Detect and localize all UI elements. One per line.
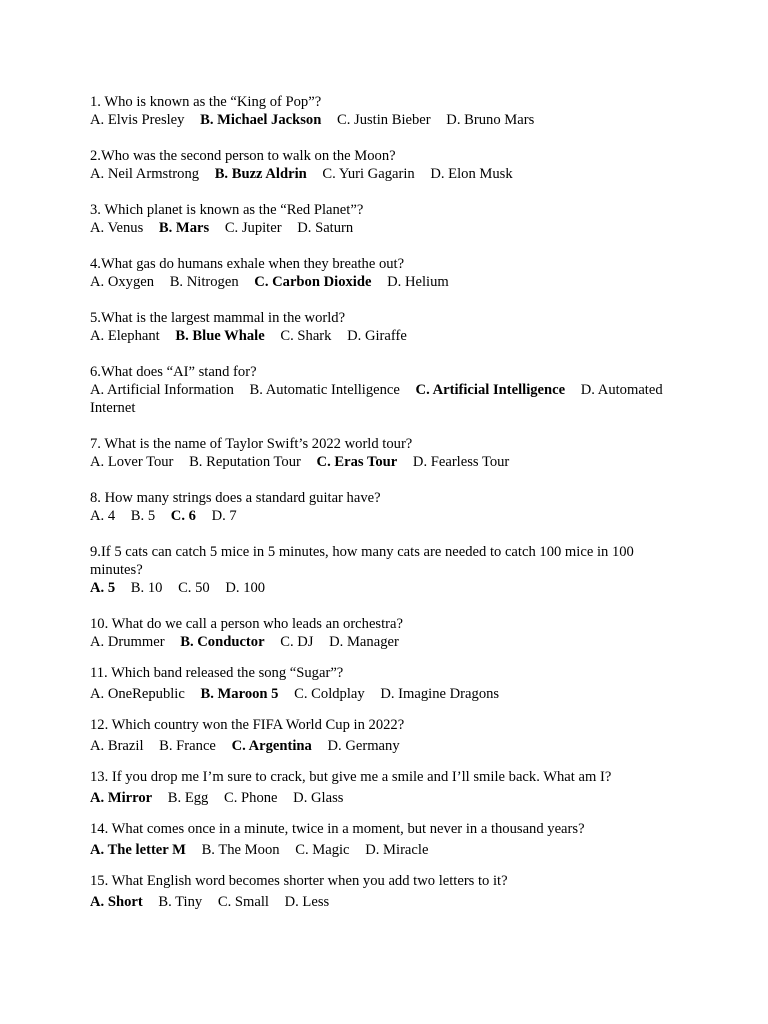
answer-option: D. Elon Musk [430,166,513,182]
answer-options [90,165,680,183]
answer-option: D. Saturn [297,220,354,236]
quiz-document [90,93,680,911]
question-text: 5.What is the largest mammal in the world? [90,310,346,326]
correct-answer-option: A. The letter M [90,842,186,858]
question-block [90,435,680,471]
answer-options [90,327,680,345]
correct-answer-option: B. Blue Whale [175,328,265,344]
question-block [90,716,680,755]
answer-options [90,111,680,129]
answer-options [90,893,680,911]
answer-option: D. Imagine Dragons [380,686,500,702]
answer-option: A. 4 [90,508,116,524]
answer-option: A. Neil Armstrong [90,166,200,182]
question-block [90,309,680,345]
correct-answer-option: B. Buzz Aldrin [214,166,307,182]
answer-option: C. Phone [224,790,278,806]
question-text: 7. What is the name of Taylor Swift’s 2022 world tour? [90,436,413,452]
answer-option: C. Justin Bieber [336,112,431,128]
question-block [90,255,680,291]
question-text: 13. If you drop me I’m sure to crack, but give me a smile and I’ll smile back. What am I? [90,769,612,785]
answer-option: D. Giraffe [347,328,407,344]
question-block [90,872,680,911]
question-text: 10. What do we call a person who leads an orchestra? [90,616,403,632]
answer-options [90,453,680,471]
question-text: 15. What English word becomes shorter when you add two letters to it? [90,873,508,889]
question-text: 14. What comes once in a minute, twice in a moment, but never in a thousand years? [90,821,585,837]
answer-option: A. Oxygen [90,274,155,290]
answer-options [90,579,680,597]
question-block [90,201,680,237]
answer-option: D. Helium [387,274,449,290]
answer-option: D. Fearless Tour [412,454,510,470]
question-block [90,489,680,525]
answer-option: D. Bruno Mars [446,112,535,128]
answer-option: A. Elephant [90,328,160,344]
answer-options [90,507,680,525]
question-text: 11. Which band released the song “Sugar”? [90,665,344,681]
answer-options [90,633,680,651]
answer-option: D. Automated Internet [90,382,663,416]
question-block [90,820,680,859]
answer-option: A. Elvis Presley [90,112,185,128]
answer-option: B. France [159,738,216,754]
correct-answer-option: B. Maroon 5 [200,686,279,702]
answer-options [90,219,680,237]
correct-answer-option: C. Argentina [231,738,312,754]
question-text: 1. Who is known as the “King of Pop”? [90,94,322,110]
answer-option: B. Automatic Intelligence [249,382,400,398]
correct-answer-option: C. Eras Tour [316,454,398,470]
answer-option: C. Small [217,894,269,910]
answer-option: B. 5 [130,508,156,524]
question-block [90,768,680,807]
question-text: 9.If 5 cats can catch 5 mice in 5 minutes, how many cats are needed to catch 100 mice in 100 minutes? [90,544,634,578]
correct-answer-option: B. Conductor [180,634,265,650]
answer-option: A. Venus [90,220,144,236]
answer-options [90,381,680,417]
question-block [90,93,680,129]
answer-option: C. Shark [280,328,332,344]
answer-option: C. Coldplay [294,686,365,702]
question-block [90,363,680,417]
question-text: 8. How many strings does a standard guitar have? [90,490,381,506]
correct-answer-option: B. Mars [158,220,210,236]
question-text: 4.What gas do humans exhale when they breathe out? [90,256,405,272]
answer-option: A. Brazil [90,738,144,754]
question-block [90,664,680,703]
answer-option: D. 100 [225,580,266,596]
answer-option: D. 7 [211,508,237,524]
answer-options [90,841,680,859]
answer-option: D. Germany [327,738,400,754]
answer-option: C. Magic [295,842,350,858]
answer-option: C. 50 [178,580,210,596]
answer-option: B. The Moon [201,842,280,858]
answer-option: C. Yuri Gagarin [322,166,415,182]
answer-options [90,737,680,755]
answer-option: D. Manager [329,634,399,650]
answer-options [90,789,680,807]
correct-answer-option: A. Mirror [90,790,153,806]
answer-options [90,685,680,703]
answer-option: A. Artificial Information [90,382,234,398]
answer-option: C. Jupiter [224,220,282,236]
answer-option: D. Less [284,894,330,910]
answer-option: B. Reputation Tour [189,454,301,470]
answer-option: B. Egg [167,790,209,806]
question-block [90,543,680,597]
answer-option: D. Miracle [365,842,429,858]
answer-option: A. Drummer [90,634,165,650]
question-text: 2.Who was the second person to walk on the Moon? [90,148,396,164]
question-text: 12. Which country won the FIFA World Cup in 2022? [90,717,405,733]
correct-answer-option: C. Artificial Intelligence [415,382,566,398]
correct-answer-option: A. Short [90,894,143,910]
answer-options [90,273,680,291]
answer-option: B. Tiny [158,894,203,910]
answer-option: A. OneRepublic [90,686,185,702]
correct-answer-option: C. 6 [170,508,196,524]
answer-option: B. 10 [130,580,163,596]
correct-answer-option: C. Carbon Dioxide [254,274,372,290]
question-text: 6.What does “AI” stand for? [90,364,257,380]
answer-option: A. Lover Tour [90,454,174,470]
question-text: 3. Which planet is known as the “Red Planet”? [90,202,364,218]
answer-option: B. Nitrogen [169,274,239,290]
answer-option: C. DJ [280,634,314,650]
correct-answer-option: B. Michael Jackson [200,112,322,128]
question-block [90,615,680,651]
answer-option: D. Glass [293,790,344,806]
question-block [90,147,680,183]
correct-answer-option: A. 5 [90,580,116,596]
